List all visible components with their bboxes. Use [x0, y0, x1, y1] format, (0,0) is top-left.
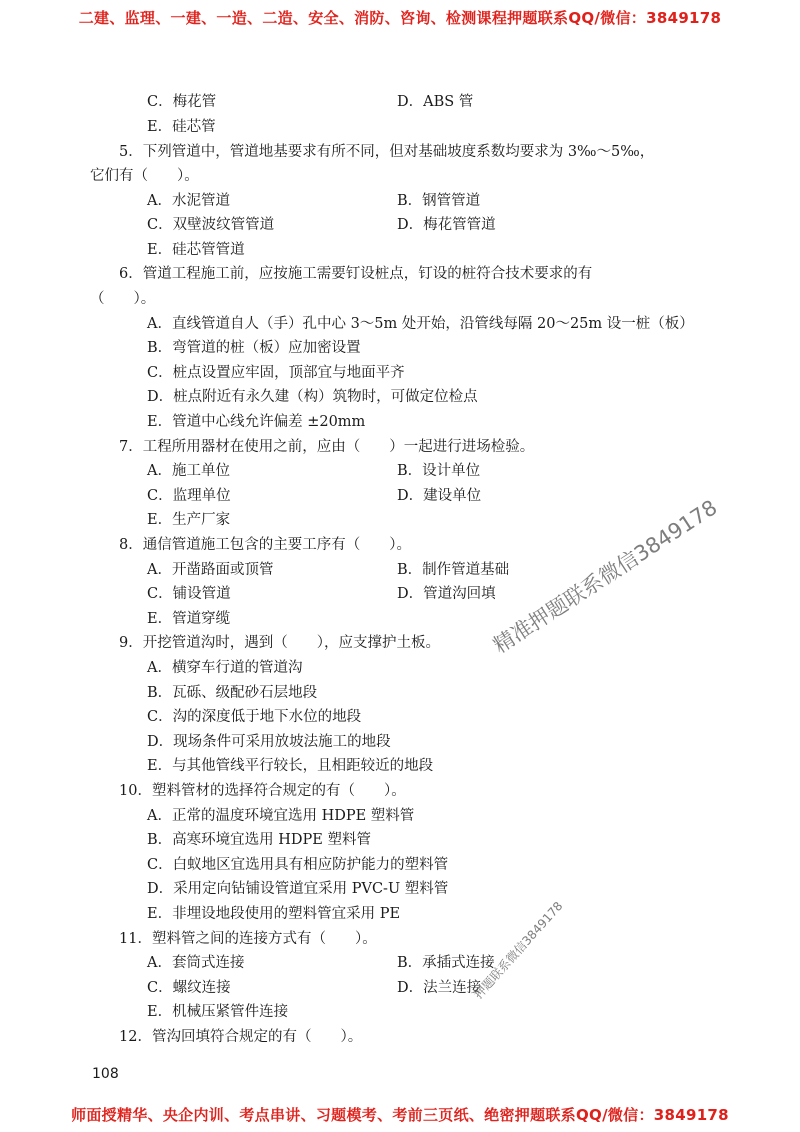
- answer-option: A．直线管道自人（手）孔中心 3～5m 处开始，沿管线每隔 20～25m 设一桩（板）: [147, 316, 694, 332]
- answer-option: D．梅花管管道: [397, 217, 496, 233]
- question-continuation: 它们有（ ）。: [90, 168, 199, 184]
- answer-option: E．非埋设地段使用的塑料管宜采用 PE: [147, 906, 401, 922]
- answer-option: E．生产厂家: [147, 512, 231, 528]
- question-stem: 5．下列管道中，管道地基要求有所不同，但对基础坡度系数均要求为 3‰～5‰，: [119, 144, 655, 160]
- answer-option: C．沟的深度低于地下水位的地段: [147, 709, 362, 725]
- answer-option: C．监理单位: [147, 488, 231, 504]
- answer-option: D．采用定向钻铺设管道宜采用 PVC-U 塑料管: [147, 881, 449, 897]
- answer-option: C．铺设管道: [147, 586, 231, 602]
- question-stem: 11．塑料管之间的连接方式有（ ）。: [119, 931, 377, 947]
- answer-option: A．开凿路面或顶管: [147, 562, 274, 578]
- watermark-small: 押题联系微信3849178: [471, 898, 566, 1002]
- answer-option: B．设计单位: [397, 463, 481, 479]
- answer-option: E．与其他管线平行较长，且相距较近的地段: [147, 758, 434, 774]
- question-stem: 7．工程所用器材在使用之前，应由（ ）一起进行进场检验。: [119, 439, 535, 455]
- answer-option: E．硅芯管: [147, 119, 216, 135]
- page-number: 108: [92, 1066, 119, 1082]
- answer-option: C．螺纹连接: [147, 980, 231, 996]
- answer-option: B．钢管管道: [397, 193, 481, 209]
- watermark-large: 精准押题联系微信3849178: [489, 495, 722, 658]
- question-stem: 8．通信管道施工包含的主要工序有（ ）。: [119, 537, 411, 553]
- bottom-banner: 师面授精华、央企内训、考点串讲、习题模考、考前三页纸、绝密押题联系QQ/微信：3849178: [71, 1106, 729, 1124]
- question-stem: 9．开挖管道沟时，遇到（ ），应支撑护土板。: [119, 635, 440, 651]
- question-stem: 6．管道工程施工前，应按施工需要钉设桩点，钉设的桩符合技术要求的有: [119, 266, 593, 282]
- answer-option: A．横穿车行道的管道沟: [147, 660, 303, 676]
- question-stem: 10．塑料管材的选择符合规定的有（ ）。: [119, 783, 406, 799]
- question-continuation: （ ）。: [90, 291, 156, 307]
- answer-option: C．白蚁地区宜选用具有相应防护能力的塑料管: [147, 857, 449, 873]
- answer-option: E．管道中心线允许偏差 ±20mm: [147, 414, 366, 430]
- answer-option: D．现场条件可采用放坡法施工的地段: [147, 734, 391, 750]
- top-banner: 二建、监理、一建、一造、二造、安全、消防、咨询、检测课程押题联系QQ/微信：3849178: [78, 9, 722, 27]
- answer-option: B．高寒环境宜选用 HDPE 塑料管: [147, 832, 371, 848]
- answer-option: B．承插式连接: [397, 955, 495, 971]
- answer-option: D．桩点附近有永久建（构）筑物时，可做定位检点: [147, 389, 478, 405]
- answer-option: D．ABS 管: [397, 94, 474, 110]
- answer-option: C．桩点设置应牢固，顶部宜与地面平齐: [147, 365, 405, 381]
- answer-option: A．套筒式连接: [147, 955, 245, 971]
- question-stem: 12．管沟回填符合规定的有（ ）。: [119, 1029, 363, 1045]
- answer-option: A．水泥管道: [147, 193, 230, 209]
- answer-option: B．瓦砾、级配砂石层地段: [147, 685, 318, 701]
- answer-option: C．双壁波纹管管道: [147, 217, 275, 233]
- answer-option: B．弯管道的桩（板）应加密设置: [147, 340, 361, 356]
- answer-option: A．施工单位: [147, 463, 230, 479]
- answer-option: A．正常的温度环境宜选用 HDPE 塑料管: [147, 808, 415, 824]
- answer-option: D．管道沟回填: [397, 586, 496, 602]
- answer-option: D．建设单位: [397, 488, 482, 504]
- answer-option: E．机械压紧管件连接: [147, 1004, 289, 1020]
- answer-option: C．梅花管: [147, 94, 217, 110]
- answer-option: E．管道穿缆: [147, 611, 231, 627]
- answer-option: D．法兰连接: [397, 980, 482, 996]
- answer-option: B．制作管道基础: [397, 562, 510, 578]
- answer-option: E．硅芯管管道: [147, 242, 245, 258]
